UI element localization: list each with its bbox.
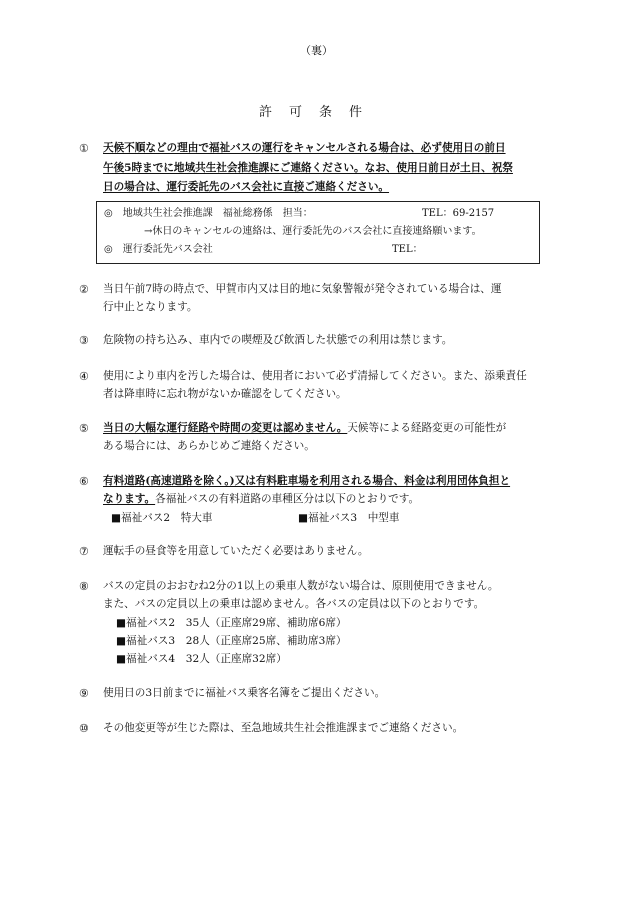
item-1-line-2: 午後5時までに地域共生社会推進課にご連絡ください。なお、使用日前日が土日、祝祭	[103, 162, 513, 174]
item-5-line-1	[103, 420, 506, 437]
item-2-line-1: 当日午前7時の時点で、甲賀市内又は目的地に気象警報が発令されている場合は、運	[103, 283, 502, 295]
contact-holiday-note: →休日のキャンセルの連絡は、運行委託先のバス会社に直接連絡願います。	[144, 226, 482, 237]
item-9-number: ⑨	[79, 687, 89, 700]
item-2-line-2: 行中止となります。	[103, 301, 198, 313]
item-5-number: ⑤	[79, 422, 89, 435]
item-5-bold-text: 当日の大幅な運行経路や時間の変更は認めません。	[103, 422, 348, 434]
page-title: 許 可 条 件	[259, 105, 365, 120]
item-6-rest-text: 各福祉バスの有料道路の車種区分は以下のとおりです。	[155, 493, 420, 505]
item-7-line-1: 運転手の昼食等を用意していただく必要はありません。	[103, 545, 369, 557]
item-4-number: ④	[79, 370, 89, 383]
item-10-number: ⑩	[79, 722, 89, 735]
item-10-line-1: その他変更等が生じた際は、至急地域共生社会推進課までご連絡ください。	[103, 722, 464, 734]
item-6-number: ⑥	[79, 475, 89, 488]
item-8-bus-3: ■福祉バス3 28人（正座席25席、補助席3席）	[116, 635, 347, 647]
contact-office: ◎ 地域共生社会推進課 福祉総務係 担当：	[104, 208, 313, 219]
item-8-bus-4: ■福祉バス4 32人（正座席32席）	[116, 653, 287, 665]
item-6-bold-text: なります。	[103, 493, 156, 505]
item-6-line-2	[103, 491, 419, 508]
item-3-number: ③	[79, 334, 89, 347]
item-6-bus-3: ■福祉バス3 中型車	[298, 512, 400, 524]
item-4-line-1: 使用により車内を汚した場合は、使用者において必ず清掃してください。また、添乗責任	[103, 370, 527, 382]
item-8-number: ⑧	[79, 580, 89, 593]
item-5-line-2: ある場合には、あらかじめご連絡ください。	[103, 440, 315, 452]
contact-bus-company: ◎ 運行委託先バス会社	[104, 244, 213, 255]
contact-office-tel: TEL：69-2157	[422, 208, 495, 219]
item-1-number: ①	[79, 142, 89, 155]
item-5-rest-text: 天候等による経路変更の可能性が	[347, 422, 507, 434]
page-header: （裏）	[300, 44, 333, 57]
item-1-line-1: 天候不順などの理由で福祉バスの運行をキャンセルされる場合は、必ず使用日の前日	[103, 142, 506, 154]
item-6-bus-2: ■福祉バス2 特大車	[111, 512, 213, 524]
item-2-number: ②	[79, 283, 89, 296]
item-6-line-1: 有料道路(高速道路を除く。)又は有料駐車場を利用される場合、料金は利用団体負担と	[103, 475, 511, 487]
item-8-line-1: バスの定員のおおむね2分の1以上の乗車人数がない場合は、原則使用できません。	[103, 580, 499, 592]
item-8-line-2: また、バスの定員以上の乗車は認めません。各バスの定員は以下のとおりです。	[103, 598, 485, 610]
item-8-bus-2: ■福祉バス2 35人（正座席29席、補助席6席）	[116, 617, 347, 629]
item-7-number: ⑦	[79, 545, 89, 558]
item-1-line-3: 日の場合は、運行委託先のバス会社に直接ご連絡ください。	[103, 181, 390, 193]
item-4-line-2: 者は降車時に忘れ物がないか確認をしてください。	[103, 388, 347, 400]
item-3-line-1: 危険物の持ち込み、車内での喫煙及び飲酒した状態での利用は禁じます。	[103, 334, 453, 346]
contact-bus-company-tel: TEL：	[392, 244, 423, 255]
item-9-line-1: 使用日の3日前までに福祉バス乗客名簿をご提出ください。	[103, 687, 386, 699]
